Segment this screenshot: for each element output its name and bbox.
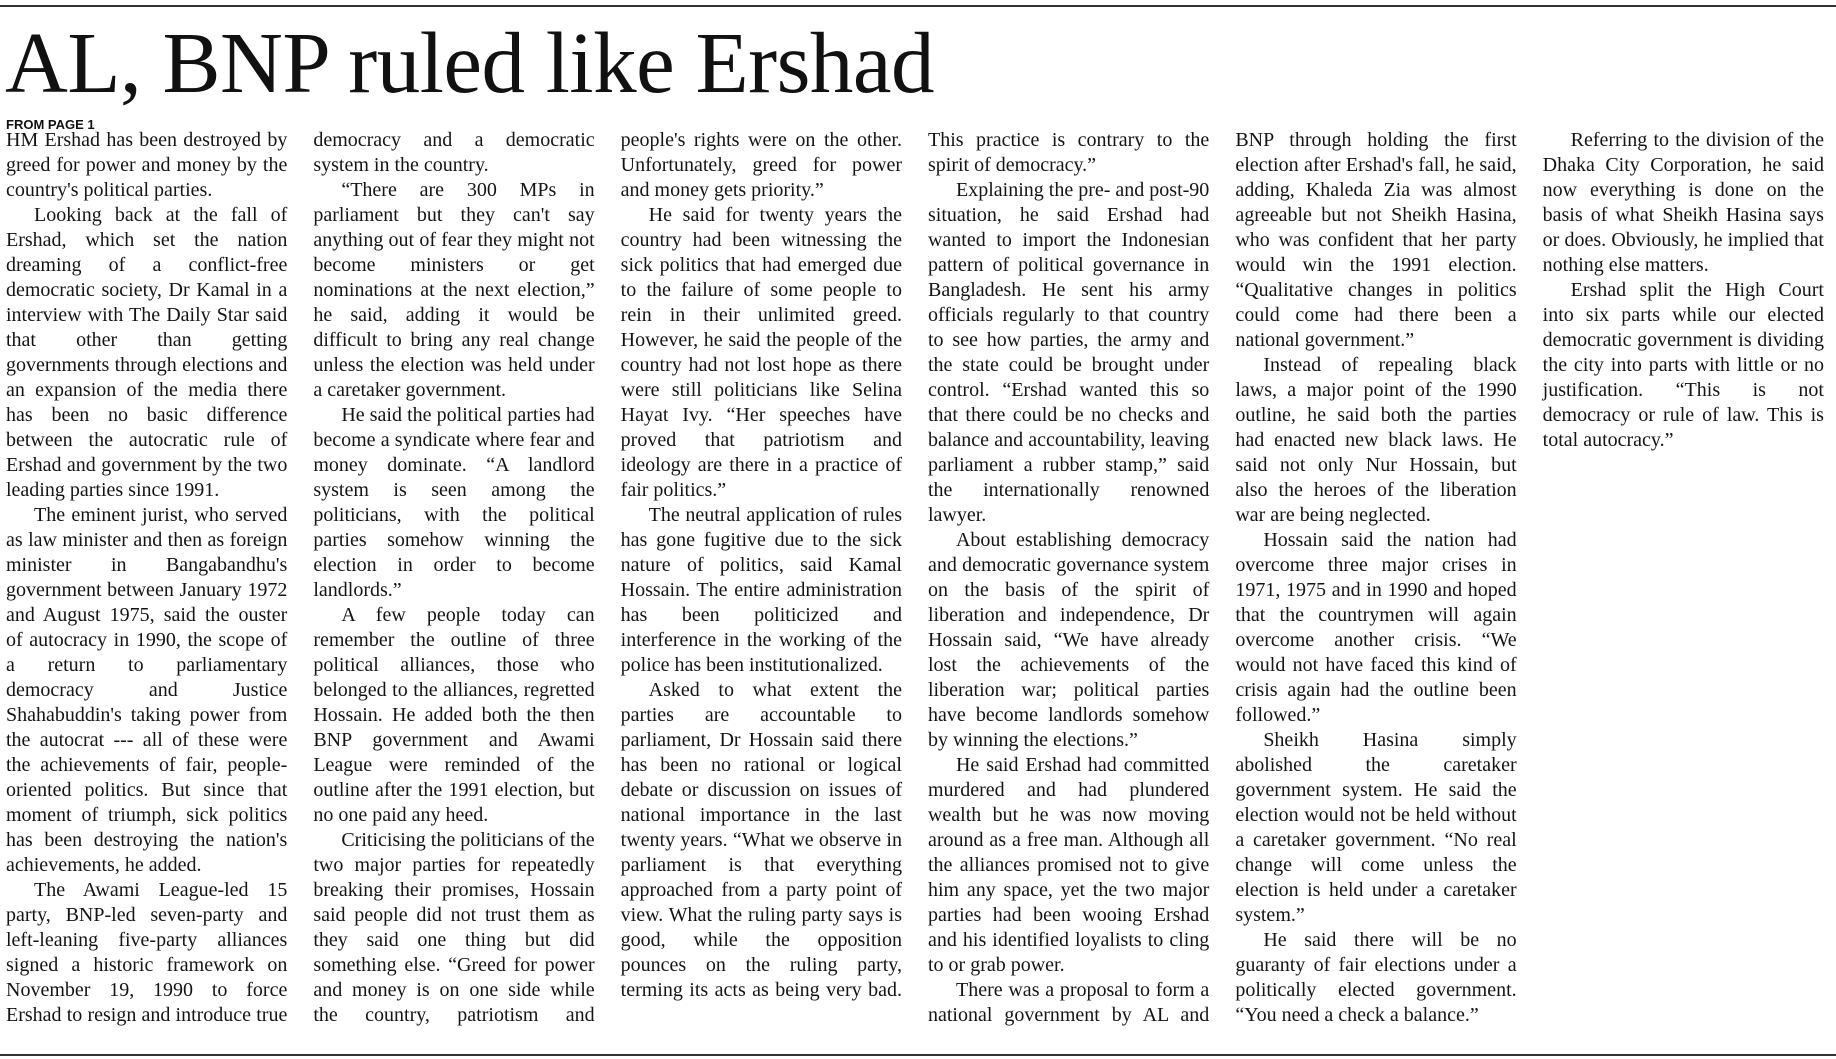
paragraph: The eminent jurist, who served as law minister and then as foreign minister in Bangabandhu's government between January 1972 and August 1975, said the ouster of autocracy in 1990, the scope of a return to parliamentary democracy and Justice Shahabuddin's taking power from the autocrat --- all of these were the achievements of fair, people-oriented politics. But since that moment of triumph, sick politics has been destroying the nation's achievements, he added. bbox=[6, 504, 288, 876]
paragraph: He said there will be no guaranty of fair elections under a politically elected government. “You need a check a balance.” bbox=[1235, 929, 1517, 1026]
bottom-rule bbox=[0, 1054, 1836, 1056]
paragraph: There was a proposal to form a national government by AL and BNP through holding the first election after Ershad's fall, he said, adding, Khaleda Zia was almost agreeable but not Sheikh Hasina, who was confident that her party would win the 1991 election. “Qualitative changes in politics could come had there been a national government.” bbox=[927, 129, 1517, 1026]
paragraph: Explaining the pre- and post-90 situation, he said Ershad had wanted to import the Indonesian pattern of political governance in Bangladesh. He sent his army officials regularly to that country to see how parties, the army and the state could be brought under control. “Ershad wanted this so that there could be no checks and balance and accountability, leaving parliament a rubber stamp,” said the internationally renowned lawyer. bbox=[927, 179, 1210, 526]
paragraph: The Awami League-led 15 party, BNP-led seven-party and left-leaning five-party alliances signed a historic framework on November 19, 1990 to force Ershad to resign and introduce true democracy and a democratic system in the country. bbox=[6, 129, 595, 1026]
paragraph: Looking back at the fall of Ershad, which set the nation dreaming of a conflict-free democratic society, Dr Kamal in a interview with The Daily Star said that other than getting governments through elections and an expansion of the media there has been no basic difference between the autocratic rule of Ershad and government by the two leading parties since 1991. bbox=[6, 204, 288, 501]
paragraph: Instead of repealing black laws, a major point of the 1990 outline, he said both the parties had enacted new black laws. He said not only Nur Hossain, but also the heroes of the liberation war are being neglected. bbox=[1235, 354, 1517, 526]
top-rule bbox=[0, 5, 1836, 7]
paragraph: He said for twenty years the country had been witnessing the sick politics that had emerged due to the failure of some people to rein in their unlimited greed. However, he said the people of the country had not lost hope as there were still politicians like Selina Hayat Ivy. “Her speeches have proved that patriotism and ideology are there in a practice of fair politics.” bbox=[620, 204, 902, 501]
paragraph: He said the political parties had become a syndicate where fear and money dominate. “A landlord system is seen among the politicians, with the political parties somehow winning the election in order to become landlords.” bbox=[313, 404, 595, 601]
paragraph: Sheikh Hasina simply abolished the caretaker government system. He said the election would not be held without a caretaker government. “No real change will come unless the election is held under a caretaker system.” bbox=[1235, 729, 1517, 926]
paragraph: About establishing democracy and democratic governance system on the basis of the spirit of liberation and independence, Dr Hossain said, “We have already lost the achievements of the liberation war; political parties have become landlords somehow by winning the elections.” bbox=[927, 529, 1210, 751]
paragraph: HM Ershad has been destroyed by greed for power and money by the country's political parties. bbox=[6, 129, 288, 201]
article-body bbox=[6, 128, 1824, 1052]
headline: AL, BNP ruled like Ershad bbox=[5, 14, 935, 111]
paragraph: The neutral application of rules has gone fugitive due to the sick nature of politics, said Kamal Hossain. The entire administration has been politicized and interference in the working of the police has been institutionalized. bbox=[620, 504, 902, 676]
paragraph: Asked to what extent the parties are accountable to parliament, Dr Hossain said there has been no rational or logical debate or discussion on issues of national importance in the last twenty years. “What we observe in parliament is that everything approached from a party point of view. What the ruling party says is good, while the opposition pounces on the ruling party, terming its acts as being very bad. This practice is contrary to the spirit of democracy.” bbox=[620, 129, 1210, 1001]
kicker-from-page-1: FROM PAGE 1 bbox=[6, 117, 95, 132]
paragraph: He said Ershad had committed murdered and had plundered wealth but he was now moving around as a free man. Although all the alliances promised not to give him any space, yet the two major parties had been wooing Ershad and his identified loyalists to cling to or grab power. bbox=[927, 754, 1210, 976]
paragraph: Criticising the politicians of the two major parties for repeatedly breaking their promises, Hossain said people did not trust them as they said one thing but did something else. “Greed for power and money is on one side while the country, patriotism and people's rights were on the other. Unfortunately, greed for power and money gets priority.” bbox=[313, 129, 902, 1026]
paragraph: Ershad split the High Court into six parts while our elected democratic government is dividing the city into parts with little or no justification. “This is not democracy or rule of law. This is total autocracy.” bbox=[1542, 279, 1824, 451]
paragraph: A few people today can remember the outline of three political alliances, those who belonged to the alliances, regretted Hossain. He added both the then BNP government and Awami League were reminded of the outline after the 1991 election, but no one paid any heed. bbox=[313, 604, 595, 826]
paragraph: Hossain said the nation had overcome three major crises in 1971, 1975 and in 1990 and hoped that the countrymen will again overcome another crisis. “We would not have faced this kind of crisis again had the outline been followed.” bbox=[1235, 529, 1517, 726]
paragraph: “There are 300 MPs in parliament but they can't say anything out of fear they might not become ministers or get nominations at the next election,” he said, adding it would be difficult to bring any real change unless the election was held under a caretaker government. bbox=[313, 179, 595, 401]
paragraph: Referring to the division of the Dhaka City Corporation, he said now everything is done on the basis of what Sheikh Hasina says or does. Obviously, he implied that nothing else matters. bbox=[1542, 129, 1824, 276]
